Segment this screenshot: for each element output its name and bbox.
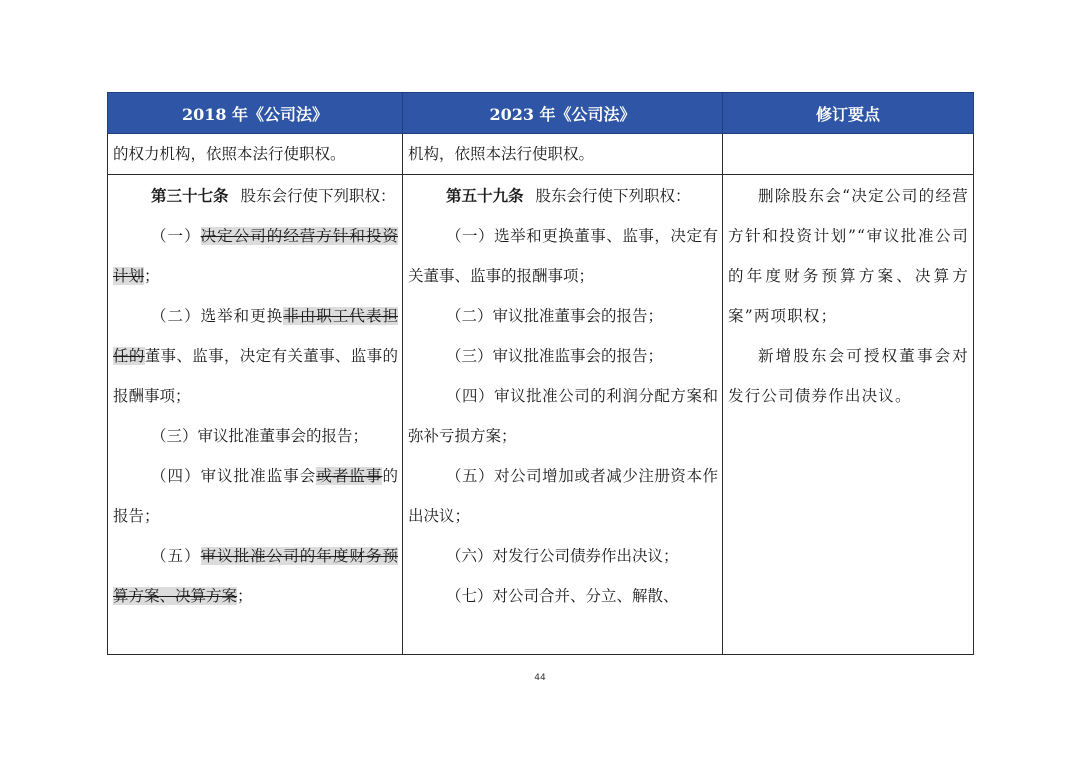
continuation-text-2023: 机构，依照本法行使职权。 [408, 145, 595, 163]
continuation-cell-2023 [403, 134, 723, 175]
new-article-number: 第五十九条 [446, 186, 524, 205]
old-item-4-prefix: （四）审议批准监事会 [151, 467, 317, 485]
law-comparison-table [107, 92, 974, 655]
old-item-5-prefix: （五） [151, 547, 201, 565]
old-item-1-prefix: （一） [151, 227, 201, 245]
new-intro-text: 股东会行使下列职权： [535, 187, 691, 205]
continuation-cell-2018 [108, 134, 403, 175]
deleted-text: 或者监事 [316, 467, 383, 485]
old-article-intro [113, 176, 398, 216]
page-number: 44 [534, 673, 546, 683]
deleted-text: 审议批准公司的年度财务预算方案、决算方案 [113, 547, 398, 605]
continuation-text-2018: 的权力机构，依照本法行使职权。 [113, 145, 346, 163]
old-item-5 [113, 536, 398, 616]
article-row [108, 175, 974, 655]
old-item-2 [113, 296, 398, 416]
new-article-intro [408, 176, 718, 216]
revision-notes-cell [723, 175, 974, 655]
new-law-cell [403, 175, 723, 655]
new-item-7: （七）对公司合并、分立、解散、 [446, 587, 679, 605]
revision-note-1: 删除股东会“决定公司的经营方针和投资计划”“审议批准公司的年度财务预算方案、决算方案”两项职权； [728, 187, 969, 325]
old-item-3: （三）审议批准董事会的报告； [151, 427, 369, 445]
new-item-5: （五）对公司增加或者减少注册资本作出决议； [408, 467, 718, 525]
old-item-4-suffix: 的报告； [113, 467, 398, 525]
new-item-4: （四）审议批准公司的利润分配方案和弥补亏损方案； [408, 387, 718, 445]
old-intro-text: 股东会行使下列职权： [240, 187, 396, 205]
old-item-5-suffix: ； [237, 587, 253, 605]
old-item-1-suffix: ； [144, 267, 160, 285]
header-2023-law: 2023 年《公司法》 [403, 93, 723, 134]
old-article-number: 第三十七条 [151, 186, 229, 205]
old-item-2-prefix: （二）选举和更换 [151, 307, 284, 325]
deleted-text: 非由职工代表担任的 [113, 307, 398, 365]
table-header-row [108, 93, 974, 134]
header-revision-points: 修订要点 [723, 93, 974, 134]
new-item-3: （三）审议批准监事会的报告； [446, 347, 664, 365]
new-item-2: （二）审议批准董事会的报告； [446, 307, 664, 325]
header-2018-law: 2018 年《公司法》 [108, 93, 403, 134]
new-item-6: （六）对发行公司债券作出决议； [446, 547, 679, 565]
new-item-1: （一）选举和更换董事、监事，决定有关董事、监事的报酬事项； [408, 227, 718, 285]
revision-note-2: 新增股东会可授权董事会对发行公司债券作出决议。 [728, 347, 969, 405]
continuation-cell-notes [723, 134, 974, 175]
old-law-cell [108, 175, 403, 655]
continuation-row [108, 134, 974, 175]
old-item-1 [113, 216, 398, 296]
deleted-text: 决定公司的经营方针和投资计划 [113, 227, 398, 285]
old-item-4 [113, 456, 398, 536]
old-item-2-suffix: 董事、监事，决定有关董事、监事的报酬事项； [113, 347, 398, 405]
